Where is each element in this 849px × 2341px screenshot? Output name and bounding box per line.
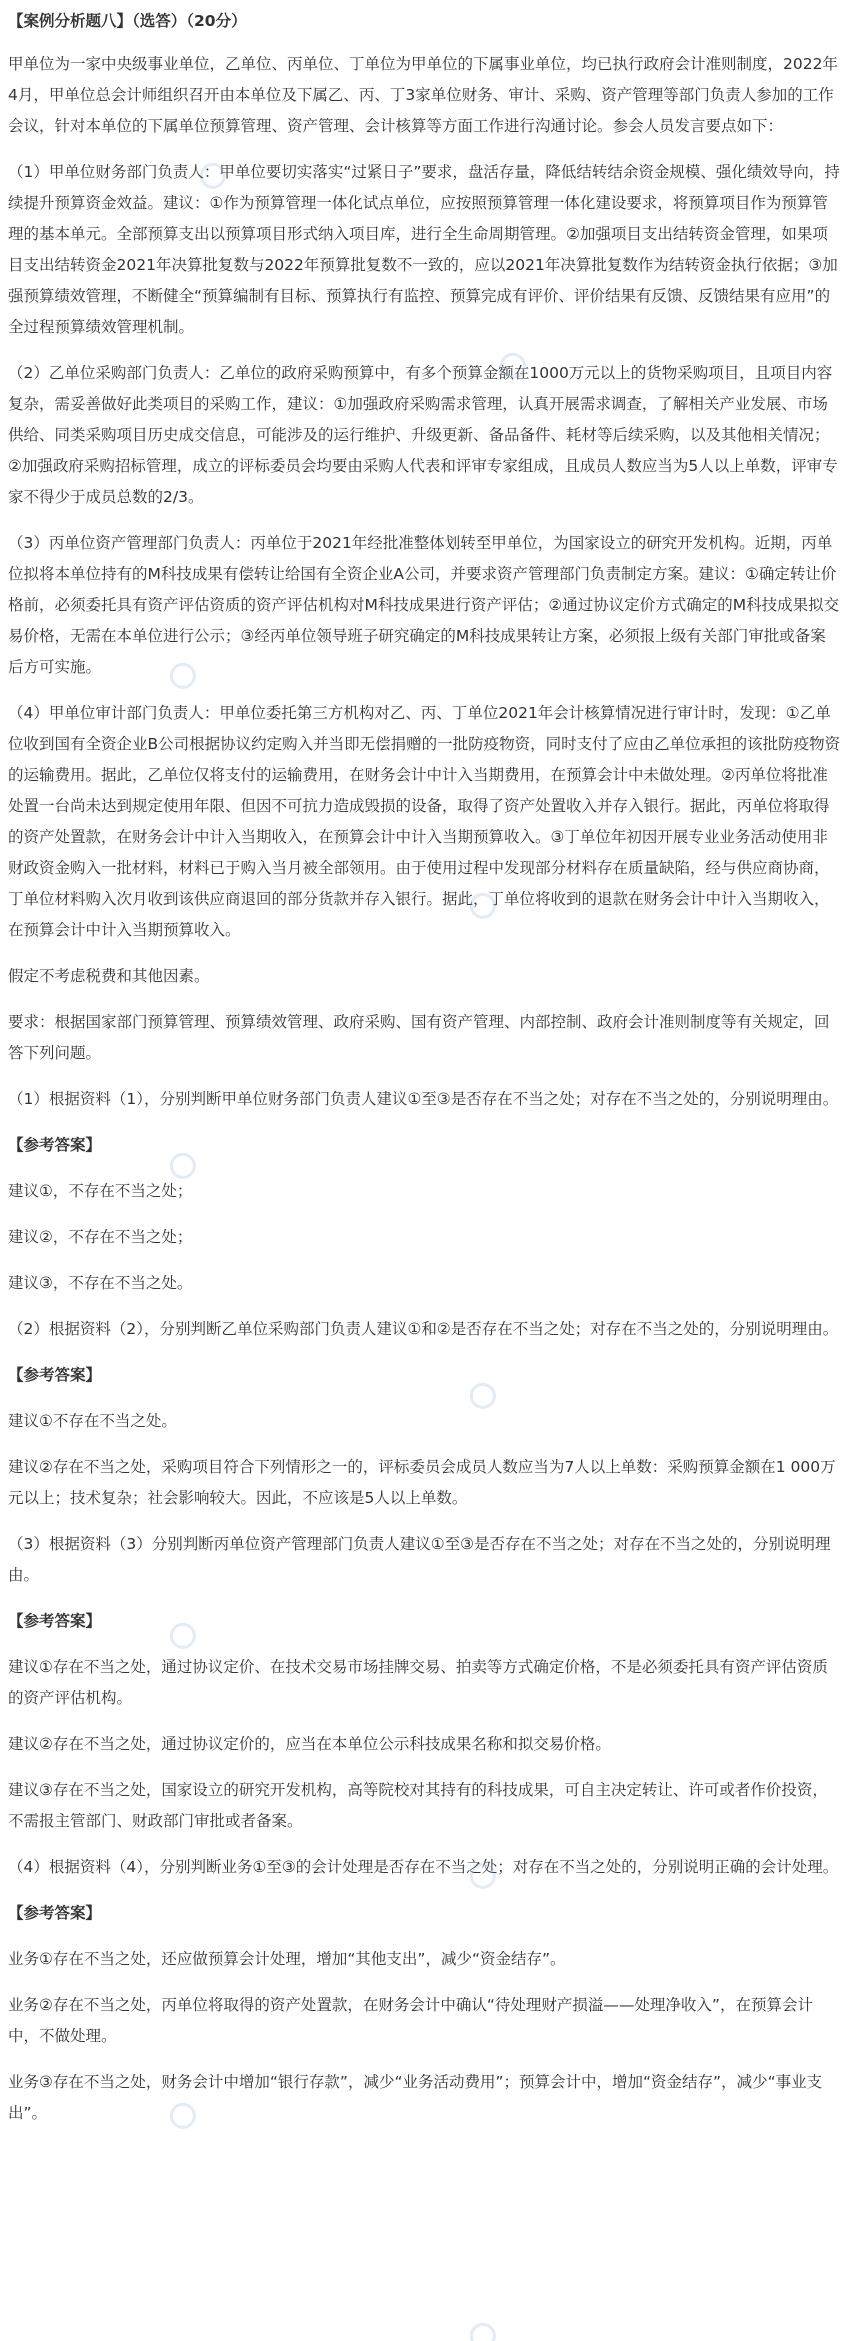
answer-item: 业务③存在不当之处，财务会计中增加“银行存款”，减少“业务活动费用”；预算会计中，增加“资金结存”，减少“事业支出”。 (8, 2073, 823, 2122)
answer-item: 建议②存在不当之处，采购项目符合下列情形之一的，评标委员会成员人数应当为7人以上单数：采购预算金额在1 000万元以上；技术复杂；社会影响较大。因此，不应该是5人以上单数。 (8, 1458, 836, 1507)
assumption-note: 假定不考虑税费和其他因素。 (8, 967, 210, 985)
answer-item: 建议③存在不当之处，国家设立的研究开发机构，高等院校对其持有的科技成果，可自主决定转让、许可或者作价投资，不需报主管部门、财政部门审批或者备案。 (8, 1781, 828, 1830)
question-block-4 (8, 1852, 841, 2129)
requirement: 要求：根据国家部门预算管理、预算绩效管理、政府采购、国有资产管理、内部控制、政府会计准则制度等有关规定，回答下列问题。 (8, 1013, 830, 1062)
answer-heading: 【参考答案】 (8, 1136, 102, 1154)
material-2: （2）乙单位采购部门负责人：乙单位的政府采购预算中，有多个预算金额在1000万元以上的货物采购项目，且项目内容复杂，需妥善做好此类项目的采购工作，建议：①加强政府采购需求管理，认真开展需求调查，了解相关产业发展、市场供给、同类采购项目历史成交信息，可能涉及的运行维护、升级更新、备品备件、耗材等后续采购，以及其他相关情况；②加强政府采购招标管理，成立的评标委员会均要由采购人代表和评审专家组成，且成员人数应当为5人以上单数，评审专家不得少于成员总数的2/3。 (8, 364, 838, 506)
question-block-2 (8, 1314, 841, 1514)
question-text: （3）根据资料（3）分别判断丙单位资产管理部门负责人建议①至③是否存在不当之处；对存在不当之处的，分别说明理由。 (8, 1535, 831, 1584)
material-1: （1）甲单位财务部门负责人：甲单位要切实落实“过紧日子”要求，盘活存量，降低结转结余资金规模、强化绩效导向，持续提升预算资金效益。建议：①作为预算管理一体化试点单位，应按照预算管理一体化建设要求，将预算项目作为预算管理的基本单元。全部预算支出以预算项目形式纳入项目库，进行全生命周期管理。②加强项目支出结转资金管理，如果项目支出结转资金2021年决算批复数与2022年预算批复数不一致的，应以2021年决算批复数作为结转资金执行依据；③加强预算绩效管理，不断健全“预算编制有目标、预算执行有监控、预算完成有评价、评价结果有反馈、反馈结果有应用”的全过程预算绩效管理机制。 (8, 163, 840, 336)
question-block-3 (8, 1529, 841, 1837)
question-text: （4）根据资料（4），分别判断业务①至③的会计处理是否存在不当之处；对存在不当之处的，分别说明正确的会计处理。 (8, 1858, 839, 1876)
case-title: 【案例分析题八】（选答）（20分） (8, 12, 247, 30)
material-intro: 甲单位为一家中央级事业单位，乙单位、丙单位、丁单位为甲单位的下属事业单位，均已执行政府会计准则制度，2022年4月，甲单位总会计师组织召开由本单位及下属乙、丙、丁3家单位财务、审计、采购、资产管理等部门负责人参加的工作会议，针对本单位的下属单位预算管理、资产管理、会计核算等方面工作进行沟通讨论。参会人员发言要点如下： (8, 55, 838, 135)
answer-item: 业务①存在不当之处，还应做预算会计处理，增加“其他支出”，减少“资金结存”。 (8, 1950, 566, 1968)
question-text: （2）根据资料（2），分别判断乙单位采购部门负责人建议①和②是否存在不当之处；对存在不当之处的，分别说明理由。 (8, 1320, 839, 1338)
answer-item: 建议①存在不当之处，通过协议定价、在技术交易市场挂牌交易、拍卖等方式确定价格，不是必须委托具有资产评估资质的资产评估机构。 (8, 1658, 828, 1707)
watermark-logo-icon (465, 2318, 501, 2341)
case-materials (8, 49, 841, 1069)
document-body (8, 0, 841, 2144)
answer-item: 建议②，不存在不当之处； (8, 1228, 193, 1246)
watermark-mark (459, 2122, 641, 2341)
material-4: （4）甲单位审计部门负责人：甲单位委托第三方机构对乙、丙、丁单位2021年会计核算情况进行审计时，发现：①乙单位收到国有全资企业B公司根据协议约定购入并当即无偿捐赠的一批防疫物资，同时支付了应由乙单位承担的该批防疫物资的运输费用。据此，乙单位仅将支付的运输费用，在财务会计中计入当期费用，在预算会计中未做处理。②丙单位将批准处置一台尚未达到规定使用年限、但因不可抗力造成毁损的设备，取得了资产处置收入并存入银行。据此，丙单位将取得的资产处置款，在财务会计中计入当期收入，在预算会计中计入当期预算收入。③丁单位年初因开展专业业务活动使用非财政资金购入一批材料，材料已于购入当月被全部领用。由于使用过程中发现部分材料存在质量缺陷，经与供应商协商，丁单位材料购入次月收到该供应商退回的部分货款并存入银行。据此，丁单位将收到的退款在财务会计中计入当期收入，在预算会计中计入当期预算收入。 (8, 704, 841, 939)
answer-heading: 【参考答案】 (8, 1904, 102, 1922)
material-3: （3）丙单位资产管理部门负责人：丙单位于2021年经批准整体划转至甲单位，为国家设立的研究开发机构。近期，丙单位拟将本单位持有的M科技成果有偿转让给国有全资企业A公司，并要求资产管理部门负责制定方案。建议：①确定转让价格前，必须委托具有资产评估资质的资产评估机构对M科技成果进行资产评估；②通过协议定价方式确定的M科技成果拟交易价格，无需在本单位进行公示；③经丙单位领导班子研究确定的M科技成果转让方案，必须报上级有关部门审批或备案后方可实施。 (8, 534, 840, 676)
answer-item: 业务②存在不当之处，丙单位将取得的资产处置款，在财务会计中确认“待处理财产损溢——处理净收入”，在预算会计中，不做处理。 (8, 1996, 813, 2045)
answer-heading: 【参考答案】 (8, 1366, 102, 1384)
answer-item: 建议①，不存在不当之处； (8, 1182, 193, 1200)
question-text: （1）根据资料（1），分别判断甲单位财务部门负责人建议①至③是否存在不当之处；对存在不当之处的，分别说明理由。 (8, 1090, 839, 1108)
question-block-1 (8, 1084, 841, 1299)
answer-item: 建议①不存在不当之处。 (8, 1412, 177, 1430)
answer-heading: 【参考答案】 (8, 1612, 102, 1630)
answer-item: 建议②存在不当之处，通过协议定价的，应当在本单位公示科技成果名称和拟交易价格。 (8, 1735, 611, 1753)
answer-item: 建议③，不存在不当之处。 (8, 1274, 193, 1292)
